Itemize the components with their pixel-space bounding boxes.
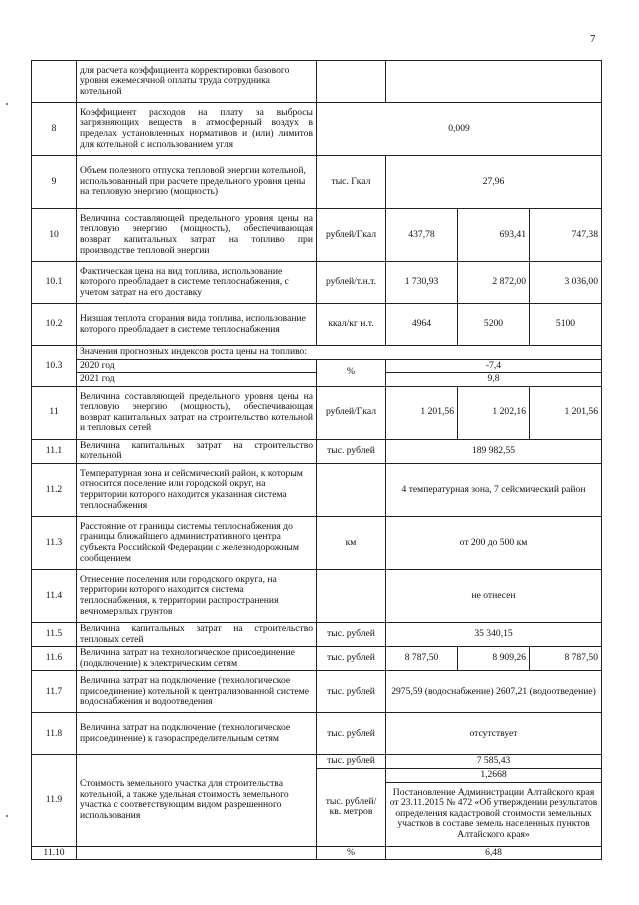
unit-cell: рублей/Гкал: [317, 386, 386, 439]
row-description: [77, 846, 317, 860]
unit-cell: [317, 463, 386, 516]
value-cell: от 200 до 500 км: [386, 516, 602, 569]
table-row: [32, 622, 602, 646]
row-number: 10.1: [32, 262, 77, 304]
value-cell: не отнесен: [386, 569, 602, 622]
row-number: 10: [32, 209, 77, 262]
note-cell: Постановление Администрации Алтайского края от 23.11.2015 № 472 «Об утверждении результатов определения кадастровой стоимости земельных участков в составе земель населенных пунктов Алтайского края»: [386, 782, 602, 846]
table-row: [32, 386, 602, 439]
table-row: [32, 346, 602, 360]
row-number: 11.7: [32, 671, 77, 713]
value-cell: 27,96: [386, 156, 602, 209]
table-row: [32, 516, 602, 569]
value-cell: 0,009: [317, 103, 602, 156]
table-row: [32, 61, 602, 103]
scan-speck: [6, 815, 8, 817]
unit-cell: %: [317, 359, 386, 386]
value-cell: 189 982,55: [386, 439, 602, 463]
row-description: Величина составляющей предельного уровня цены на тепловую энергию (мощность), обеспечивающая возврат капитальных затрат на строительство котельной и тепловых сетей: [77, 386, 317, 439]
value-cell-3: 5100: [530, 304, 602, 346]
value-cell-3: 3 036,00: [530, 262, 602, 304]
value-cell: 2975,59 (водоснабжение) 2607,21 (водоотведение): [386, 671, 602, 713]
row-number: 10.3: [32, 346, 77, 387]
unit-cell: [317, 61, 386, 103]
row-description: Величина составляющей предельного уровня цены на тепловую энергию (мощность), обеспечивающая возврат капитальных затрат на топливо при производстве тепловой энергии: [77, 209, 317, 262]
row-description: Температурная зона и сейсмический район, к которым относится поселение или городской округ, на территории которого находится указанная система теплоснабжения: [77, 463, 317, 516]
value-cell-3: 8 787,50: [530, 647, 602, 671]
value-cell-2: 1 202,16: [458, 386, 530, 439]
row-number: 11.6: [32, 647, 77, 671]
value-cell: 6,48: [386, 846, 602, 860]
table-row: [32, 569, 602, 622]
value-cell: 1,2668: [386, 768, 602, 782]
value-cell: 7 585,43: [386, 755, 602, 769]
value-cell-2: 8 909,26: [458, 647, 530, 671]
table-row: [32, 713, 602, 755]
unit-cell: ккал/кг н.т.: [317, 304, 386, 346]
row-number: 11: [32, 386, 77, 439]
table-row: [32, 359, 602, 373]
tariff-parameters-table: [31, 60, 602, 860]
value-cell-1: 8 787,50: [386, 647, 458, 671]
value-cell-2: 5200: [458, 304, 530, 346]
value-cell: отсутствует: [386, 713, 602, 755]
table-row: [32, 304, 602, 346]
table-row: [32, 647, 602, 671]
value-cell: -7,4: [386, 359, 602, 373]
table-row: [32, 846, 602, 860]
row-number: 9: [32, 156, 77, 209]
unit-cell: тыс. рублей: [317, 755, 386, 769]
row-number: 11.10: [32, 846, 77, 860]
row-number: 11.9: [32, 755, 77, 846]
unit-cell: рублей/Гкал: [317, 209, 386, 262]
value-cell: 4 температурная зона, 7 сейсмический район: [386, 463, 602, 516]
unit-cell: тыс. рублей/кв. метров: [317, 768, 386, 846]
row-description: Объем полезного отпуска тепловой энергии котельной, использованный при расчете предельного уровня цены на тепловую энергию (мощность): [77, 156, 317, 209]
unit-cell: тыс. рублей: [317, 622, 386, 646]
row-description: Коэффициент расходов на плату за выбросы загрязняющих веществ в атмосферный воздух в пределах установленных нормативов и (или) лимитов для котельной с использованием угля: [77, 103, 317, 156]
row-description: Величина затрат на подключение (технологическое присоединение) котельной к централизованной системе водоснабжения и водоотведения: [77, 671, 317, 713]
value-cell: [386, 61, 602, 103]
row-number: 10.2: [32, 304, 77, 346]
value-cell-2: 693,41: [458, 209, 530, 262]
row-number: 11.1: [32, 439, 77, 463]
table-row: [32, 439, 602, 463]
row-description: Величина затрат на подключение (технологическое присоединение) к газораспределительным сетям: [77, 713, 317, 755]
table-row: [32, 671, 602, 713]
value-cell-3: 1 201,56: [530, 386, 602, 439]
unit-cell: тыс. рублей: [317, 647, 386, 671]
unit-cell: тыс. Гкал: [317, 156, 386, 209]
row-description: Величина затрат на технологическое присоединение (подключение) к электрическим сетям: [77, 647, 317, 671]
row-description: для расчета коэффициента корректировки базового уровня ежемесячной оплаты труда сотрудника котельной: [77, 61, 317, 103]
scan-speck: [6, 103, 8, 105]
unit-cell: тыс. рублей: [317, 671, 386, 713]
row-number: 8: [32, 103, 77, 156]
table-row: [32, 103, 602, 156]
row-description: Отнесение поселения или городского округа, на территории которого находится система теплоснабжения, к территории распространения вечномерзлых грунтов: [77, 569, 317, 622]
value-cell: 35 340,15: [386, 622, 602, 646]
row-description: Расстояние от границы системы теплоснабжения до границы ближайшего административного центра субъекта Российской Федерации с железнодорожным сообщением: [77, 516, 317, 569]
row-number: 11.3: [32, 516, 77, 569]
unit-cell: тыс. рублей: [317, 713, 386, 755]
row-number: 11.4: [32, 569, 77, 622]
row-description: Величина капитальных затрат на строительство котельной: [77, 439, 317, 463]
unit-cell: %: [317, 846, 386, 860]
table-row: [32, 209, 602, 262]
value-cell-1: 1 730,93: [386, 262, 458, 304]
table-row: [32, 262, 602, 304]
unit-cell: тыс. рублей: [317, 439, 386, 463]
unit-cell: рублей/т.н.т.: [317, 262, 386, 304]
table-row: [32, 755, 602, 769]
value-cell: 9,8: [386, 373, 602, 387]
value-cell-1: 4964: [386, 304, 458, 346]
year-label: 2020 год: [77, 359, 317, 373]
year-label: 2021 год: [77, 373, 317, 387]
value-cell-3: 747,38: [530, 209, 602, 262]
table-row: [32, 463, 602, 516]
row-description: Фактическая цена на вид топлива, использование которого преобладает в системе теплоснабжения, с учетом затрат на его доставку: [77, 262, 317, 304]
row-number: 11.5: [32, 622, 77, 646]
table-row: [32, 156, 602, 209]
value-cell-1: 437,78: [386, 209, 458, 262]
value-cell-2: 2 872,00: [458, 262, 530, 304]
row-number-cell: [32, 61, 77, 103]
section-header: Значения прогнозных индексов роста цены на топливо:: [77, 346, 602, 360]
page-number: 7: [590, 33, 596, 45]
row-description: Стоимость земельного участка для строительства котельной, а также удельная стоимость земельного участка с соответствующим видом разрешенного использования: [77, 755, 317, 846]
unit-cell: км: [317, 516, 386, 569]
row-description: Низшая теплота сгорания вида топлива, использование которого преобладает в системе теплоснабжения: [77, 304, 317, 346]
row-number: 11.8: [32, 713, 77, 755]
value-cell-1: 1 201,56: [386, 386, 458, 439]
unit-cell: [317, 569, 386, 622]
row-description: Величина капитальных затрат на строительство тепловых сетей: [77, 622, 317, 646]
row-number: 11.2: [32, 463, 77, 516]
